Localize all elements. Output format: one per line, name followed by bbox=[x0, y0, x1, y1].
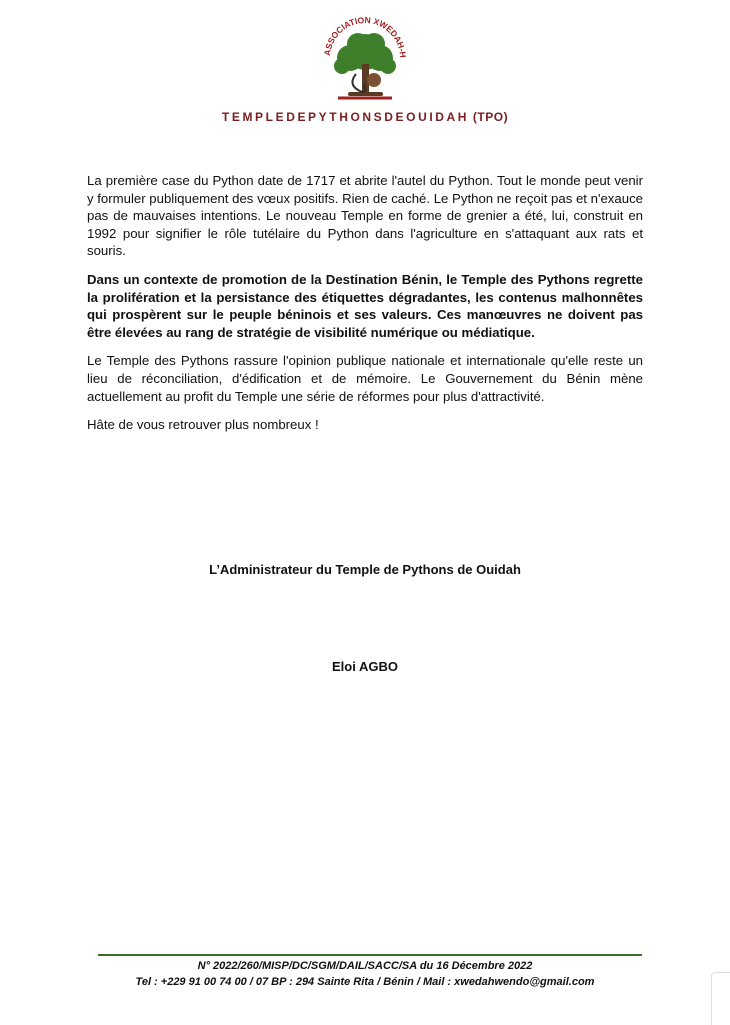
signatory-name: Eloi AGBO bbox=[332, 659, 398, 674]
footer-contact: Tel : +229 91 00 74 00 / 07 BP : 294 Sainte Rita / Bénin / Mail : xwedahwendo@gmail.com bbox=[135, 976, 595, 988]
paragraph-history: La première case du Python date de 1717 et abrite l'autel du Python. Tout le monde peut venir y formuler publiquement des vœux positifs. Rien de caché. Le Python ne reçoit pas et n'exauce pas de mauvaises intentions. Le nouveau Temple en forme de grenier a été, lui, construit en 1992 pour signifier le rôle tutélaire du Python dans l'agriculture en s'attaquant aux rats et souris. bbox=[87, 173, 643, 259]
paragraph-reassurance: Le Temple des Pythons rassure l'opinion publique nationale et internationale qu'elle reste un lieu de réconciliation, d'édification et de mémoire. Le Gouvernement du Bénin mène actuellement au profit du Temple une série de réformes pour plus d'attractivité. bbox=[87, 353, 643, 404]
page-scroll-tab[interactable] bbox=[711, 972, 730, 1025]
tree-logo-icon bbox=[318, 8, 412, 104]
organization-title bbox=[0, 110, 730, 124]
paragraph-statement: Dans un contexte de promotion de la Destination Bénin, le Temple des Pythons regrette la prolifération et la persistance des étiquettes dégradantes, les contenus malhonnêtes qui prospèrent sur le peuple béninois et ses valeurs. Ces manœuvres ne doivent pas être élevées au rang de stratégie de visibilité numérique ou médiatique. bbox=[87, 271, 643, 340]
paragraph-closing: Hâte de vous retrouver plus nombreux ! bbox=[87, 417, 319, 433]
footer-reference: N° 2022/260/MISP/DC/SGM/DAIL/SACC/SA du 16 Décembre 2022 bbox=[197, 960, 533, 972]
signatory-title: L’Administrateur du Temple de Pythons de Ouidah bbox=[209, 562, 521, 577]
footer-divider bbox=[98, 954, 642, 956]
letter-body bbox=[87, 172, 643, 445]
association-logo bbox=[318, 8, 412, 104]
organization-title-main: TEMPLEDEPYTHONSDEOUIDAH bbox=[221, 110, 470, 124]
organization-title-suffix: (TPO) bbox=[469, 110, 509, 124]
logo-arc-text: ASSOCIATION XWEDAH-H bbox=[322, 14, 409, 59]
